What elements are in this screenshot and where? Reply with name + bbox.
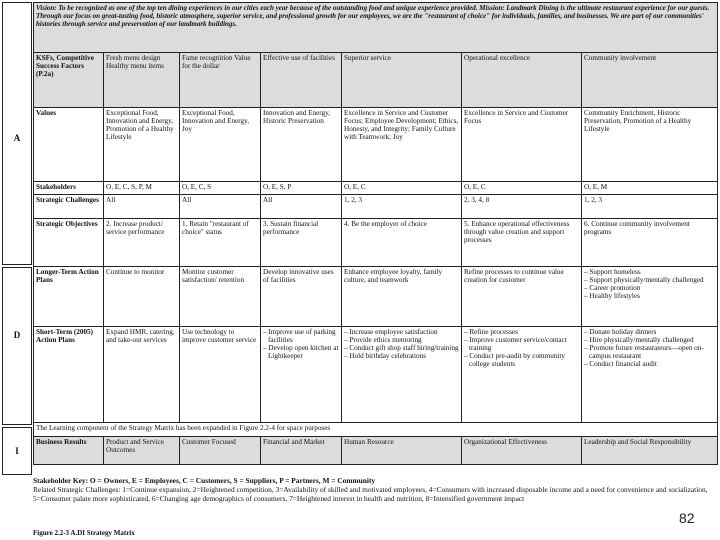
bullet-item: – Conduct gift shop staff hiring/training	[344, 344, 459, 352]
stakeholders-cell: O, E, M	[582, 182, 718, 195]
values-cell: Excellence in Service and Customer Focus	[462, 108, 582, 182]
figure-caption: Figure 2.2-3 A.DI Strategy Matrix	[33, 529, 135, 537]
section-d-label: D	[13, 330, 21, 340]
shortterm-bullet-cell	[342, 327, 462, 423]
stakeholders-cell: O, E, C	[342, 182, 462, 195]
results-cell: Financial and Market	[261, 437, 342, 465]
values-cell: Innovation and Energy, Historic Preservation	[261, 108, 342, 182]
bullet-item: – Promote future restaurateurs—open on-campus restaurant	[584, 344, 704, 360]
bullet-item: – Provide ethics mentoring	[344, 336, 422, 344]
vision-mission-row	[34, 3, 718, 53]
section-i-bar	[2, 427, 32, 475]
challenges-key: Related Strategic Challenges: 1=Continue expansion, 2=Heightened competition, 3=Availability of skilled and motivated employees, 4=Consumers with increased disposable income and a need for convenience and socialization, 5=Consumer palate more sophisticated, 6=Changing age demographics of consumers, 7=Heightened interest in health and nutrition, 8=Intensified government impact	[33, 485, 708, 503]
bullet-item: – Hold birthday celebrations	[344, 352, 427, 360]
shortterm-bullet-cell	[462, 327, 582, 423]
learning-note-row	[34, 423, 718, 437]
stakeholders-row	[34, 182, 718, 195]
longterm-label: Longer-Term Action Plans	[34, 267, 104, 327]
bullet-item: – Healthy lifestyles	[584, 292, 640, 300]
objectives-cell: 6. Continue community involvement programs	[582, 219, 718, 267]
bullet-item: – Conduct pre-audit by community college students	[464, 352, 566, 368]
challenges-cell: 1, 2, 3	[342, 195, 462, 219]
values-row	[34, 108, 718, 182]
learning-note: The Learning component of the Strategy Matrix has been expanded in Figure 2.2-4 for space purposes	[34, 423, 718, 437]
ksf-cell: Effective use of facilities	[261, 53, 342, 108]
longterm-bullet-cell	[582, 267, 718, 327]
challenges-label: Strategic Challenges	[34, 195, 104, 219]
values-cell: Community Enrichment, Historic Preservation, Promotion of a Healthy Lifestyle	[582, 108, 718, 182]
results-cell: Product and Service Outcomes	[104, 437, 180, 465]
bullet-item: – Improve use of parking facilities	[263, 328, 336, 344]
results-row	[34, 437, 718, 465]
results-cell: Human Resource	[342, 437, 462, 465]
challenges-cell: All	[261, 195, 342, 219]
longterm-cell: Continue to monitor	[104, 267, 180, 327]
shortterm-cell: Expand HMR, catering, and take-out services	[104, 327, 180, 423]
objectives-cell: 4. Be the employer of choice	[342, 219, 462, 267]
results-cell: Customer Focused	[180, 437, 261, 465]
matrix-footer	[33, 476, 717, 503]
values-label: Values	[34, 108, 104, 182]
stakeholders-cell: O, E, C, S	[180, 182, 261, 195]
ksf-cell: Fame recognition Value for the dollar	[180, 53, 261, 108]
stakeholders-cell: O, E, C, S, P, M	[104, 182, 180, 195]
results-cell: Leadership and Social Responsibility	[582, 437, 718, 465]
bullet-item: – Career promotion	[584, 284, 641, 292]
results-cell: Organizational Effectiveness	[462, 437, 582, 465]
bullet-item: – Donate holiday dinners	[584, 328, 657, 336]
longterm-row	[34, 267, 718, 327]
section-i-label: I	[15, 446, 19, 456]
ksf-cell: Superior service	[342, 53, 462, 108]
bullet-item: – Increase employee satisfaction	[344, 328, 438, 336]
section-a-label: A	[13, 133, 21, 143]
objectives-cell: 5. Enhance operational effectiveness through value creation and support processes	[462, 219, 582, 267]
bullet-item: – Support homeless	[584, 268, 641, 276]
vision-mission-text: Vision: To be recognized as one of the top ten dining experiences in our cities each year because of the outstanding food and unique experience provided. Mission: Landmark Dining is the ultimate restaurant experience for our guests. Through our focus on great-tasting food, historic atmosphere, superior service, and professional growth for our employees, we are the "restaurant of choice" for individuals, families, and businesses. We are part of our communities' histories through service and preservation of our landmark buildings.	[34, 3, 718, 53]
bullet-item: – Hire physically/mentally challenged	[584, 336, 694, 344]
challenges-cell: All	[104, 195, 180, 219]
shortterm-bullet-cell	[582, 327, 718, 423]
bullet-item: – Conduct financial audit	[584, 360, 657, 368]
stakeholders-cell: O, E, C	[462, 182, 582, 195]
section-a-bar	[2, 2, 32, 265]
stakeholders-label: Stakeholders	[34, 182, 104, 195]
ksf-row	[34, 53, 718, 108]
ksf-header: KSFs, Competitive Success Factors (P.2a)	[34, 53, 104, 108]
values-cell: Exceptional Food, Innovation and Energy, Promotion of a Healthy Lifestyle	[104, 108, 180, 182]
ksf-cell: Fresh menu design Healthy menu items	[104, 53, 180, 108]
objectives-label: Strategic Objectives	[34, 219, 104, 267]
values-cell: Excellence in Service and Customer Focus; Employee Development; Ethics, Honesty, and Integrity; Family Culture with Teamwork; Joy	[342, 108, 462, 182]
bullet-item: – Develop open kitchen at Lightkeeper	[263, 344, 339, 360]
bullet-item: – Refine processes	[464, 328, 518, 336]
longterm-cell: Enhance employee loyalty, family culture, and teamwork	[342, 267, 462, 327]
shortterm-row	[34, 327, 718, 423]
challenges-cell: 1, 2, 3	[582, 195, 718, 219]
shortterm-cell: Use technology to improve customer service	[180, 327, 261, 423]
challenges-cell: All	[180, 195, 261, 219]
longterm-cell: Develop innovative uses of facilities	[261, 267, 342, 327]
longterm-cell: Monitor customer satisfaction/ retention	[180, 267, 261, 327]
challenges-row	[34, 195, 718, 219]
section-d-bar	[2, 267, 32, 425]
shortterm-bullet-cell	[261, 327, 342, 423]
results-label: Business Results	[34, 437, 104, 465]
shortterm-label: Short-Term (2005) Action Plans	[34, 327, 104, 423]
ksf-cell: Operational excellence	[462, 53, 582, 108]
strategy-matrix-table	[33, 2, 718, 465]
longterm-cell: Refine processes to continue value creation for customer	[462, 267, 582, 327]
stakeholders-cell: O, E, S, P	[261, 182, 342, 195]
page-number: 82	[679, 510, 695, 526]
objectives-cell: 2. Increase product/ service performance	[104, 219, 180, 267]
ksf-cell: Community involvement	[582, 53, 718, 108]
objectives-cell: 1. Retain "restaurant of choice" status	[180, 219, 261, 267]
stakeholder-key: Stakeholder Key: O = Owners, E = Employees, C = Customers, S = Suppliers, P = Partners, M = Community	[33, 476, 376, 485]
values-cell: Exceptional Food, Innovation and Energy, Joy	[180, 108, 261, 182]
objectives-row	[34, 219, 718, 267]
bullet-item: – Support physically/mentally challenged	[584, 276, 704, 284]
bullet-item: – Improve customer service/contact training	[464, 336, 567, 352]
objectives-cell: 3. Sustain financial performance	[261, 219, 342, 267]
challenges-cell: 2, 3, 4, 8	[462, 195, 582, 219]
